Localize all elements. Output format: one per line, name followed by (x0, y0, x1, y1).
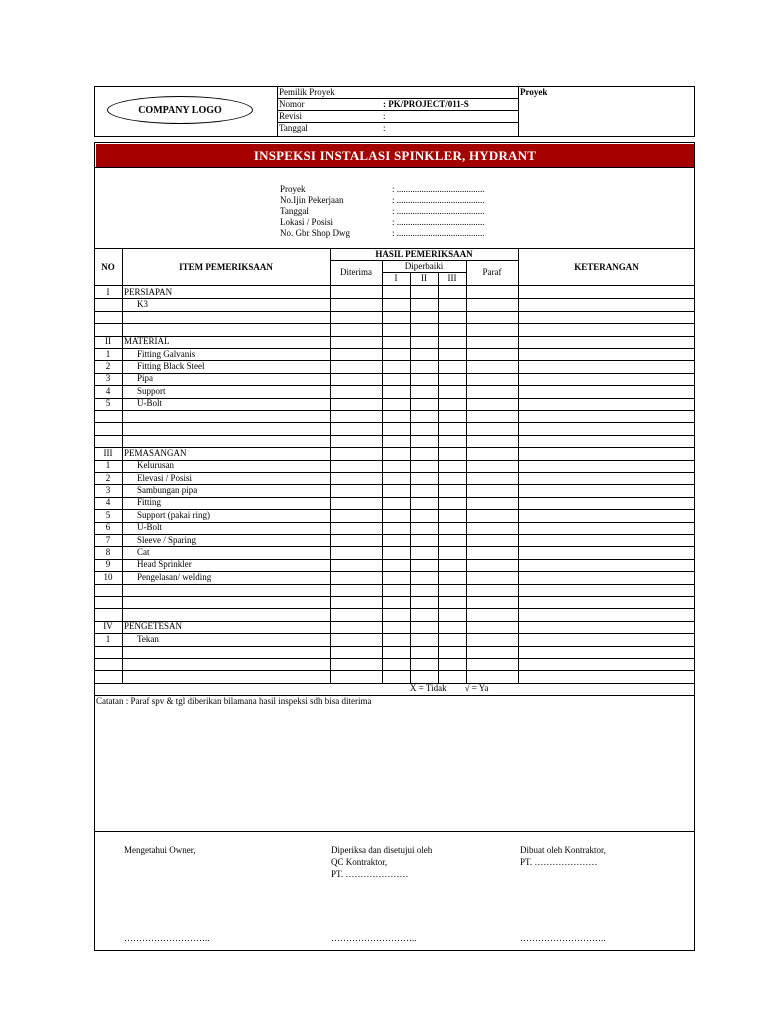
row-line (94, 596, 695, 597)
row-item: Sambungan pipa (137, 484, 198, 495)
form-title-text: INSPEKSI INSTALASI SPINKLER, HYDRANT (253, 147, 537, 163)
row-line (94, 658, 695, 659)
header-divider-left (277, 86, 278, 137)
header-project-label: Proyek (520, 87, 548, 97)
row-line (94, 336, 695, 337)
form-title (96, 144, 694, 167)
row-number: 2 (105, 472, 111, 483)
header-label-revisi: Revisi (279, 111, 303, 121)
header-value-nomor: : PK/PROJECT/011-S (383, 99, 469, 109)
info-value-gbr[interactable]: : ....................................... (392, 228, 485, 238)
column-line (330, 248, 331, 683)
info-label-lokasi: Lokasi / Posisi (280, 217, 334, 227)
info-value-tanggal[interactable]: : ....................................... (392, 206, 485, 216)
header-label-pemilik: Pemilik Proyek (279, 87, 335, 97)
section-title: MATERIAL (124, 336, 170, 347)
row-item: Tekan (137, 633, 159, 644)
row-number: 1 (105, 348, 111, 359)
column-line (410, 272, 411, 683)
legend: X = Tidak √ = Ya (410, 683, 489, 693)
info-value-lokasi[interactable]: : ....................................... (392, 217, 485, 227)
row-line (94, 460, 695, 461)
row-line (94, 683, 695, 684)
info-value-ijin[interactable]: : ....................................... (392, 195, 485, 205)
row-number: 7 (105, 534, 111, 545)
row-number: 4 (105, 385, 111, 396)
info-label-tanggal: Tanggal (280, 206, 309, 216)
header-double-line (94, 285, 695, 286)
row-number: 3 (105, 484, 111, 495)
column-line (518, 248, 519, 683)
row-number: 5 (105, 509, 111, 520)
row-line (94, 373, 695, 374)
signature-contractor-dots[interactable]: ……………………….. (520, 933, 606, 943)
column-line (438, 272, 439, 683)
row-line (94, 646, 695, 647)
info-label-ijin: No.Ijin Pekerjaan (280, 195, 344, 205)
header-label-tanggal: Tanggal (279, 123, 308, 133)
row-number: 10 (103, 571, 113, 582)
banner-bottom-line (94, 167, 695, 168)
info-value-proyek[interactable]: : ....................................... (392, 184, 485, 194)
row-item: Kelurusan (137, 460, 174, 471)
row-item: Fitting Galvanis (137, 348, 196, 359)
header-value-tanggal: : (383, 123, 386, 133)
row-item: Pipa (137, 373, 154, 384)
row-item: Elevasi / Posisi (137, 472, 193, 483)
row-line (94, 398, 695, 399)
col-header-sub-2: II (421, 273, 427, 283)
row-line (94, 584, 695, 585)
section-title: PERSIAPAN (124, 286, 173, 297)
signature-qc-line-1: Diperiksa dan disetujui oleh (331, 845, 433, 855)
row-item: Support (137, 385, 166, 396)
signature-owner-line-1: Mengetahui Owner, (124, 845, 196, 855)
row-number: IV (103, 621, 113, 632)
row-line (94, 435, 695, 436)
header-divider-right (518, 86, 519, 137)
column-line (122, 248, 123, 683)
header-label-nomor: Nomor (279, 99, 305, 109)
row-number: 6 (105, 522, 111, 533)
row-line (94, 497, 695, 498)
row-line (94, 298, 695, 299)
row-line (94, 311, 695, 312)
row-item: Fitting (137, 497, 162, 508)
signature-owner-dots[interactable]: ……………………….. (124, 933, 210, 943)
row-line (94, 385, 695, 386)
row-item: Pengelasan/ welding (137, 571, 212, 582)
info-label-gbr: No. Gbr Shop Dwg (280, 228, 351, 238)
company-logo (107, 96, 253, 124)
column-line (382, 260, 383, 683)
logo-text: COMPANY LOGO (138, 104, 222, 116)
signature-qc-line-3: PT. ………………… (331, 869, 409, 879)
row-line (94, 410, 695, 411)
row-item: Cat (137, 546, 150, 557)
row-line (94, 546, 695, 547)
row-number: 9 (105, 559, 111, 570)
col-header-item: ITEM PEMERIKSAAN (179, 262, 273, 272)
signature-contractor-line-1: Dibuat oleh Kontraktor, (520, 845, 606, 855)
header-row-line (277, 110, 518, 111)
row-item: Head Sprinkler (137, 559, 192, 570)
row-number: 4 (105, 497, 111, 508)
row-number: I (106, 286, 110, 297)
row-item: Sleeve / Sparing (137, 534, 196, 545)
header-value-revisi: : (383, 111, 386, 121)
col-header-paraf: Paraf (482, 267, 502, 277)
row-number: II (105, 336, 111, 347)
col-header-hasil: HASIL PEMERIKSAAN (375, 249, 473, 259)
section-title: PENGETESAN (124, 621, 182, 632)
row-line (94, 670, 695, 671)
row-line (94, 608, 695, 609)
notes-bottom-line (94, 831, 695, 832)
note-text: Catatan : Paraf spv & tgl diberikan bilamana hasil inspeksi sdh bisa diterima (96, 696, 372, 706)
col-header-sub-3: III (447, 273, 457, 283)
row-number: 2 (105, 360, 111, 371)
row-number: 8 (105, 546, 111, 557)
info-label-proyek: Proyek (280, 184, 306, 194)
row-item: U-Bolt (137, 398, 163, 409)
column-line (466, 260, 467, 683)
section-title: PEMASANGAN (124, 447, 187, 458)
row-item: Fitting Black Steel (137, 360, 205, 371)
col-header-diperbaiki: Diperbaiki (404, 261, 444, 271)
col-header-keterangan: KETERANGAN (574, 262, 639, 272)
row-line (94, 621, 695, 622)
signature-contractor-line-2: PT. ………………… (520, 857, 598, 867)
row-number: 1 (105, 460, 111, 471)
col-header-no: NO (101, 262, 115, 272)
signature-qc-line-2: QC Kontraktor, (331, 857, 388, 867)
row-item: Support (pakai ring) (137, 509, 210, 520)
row-line (94, 633, 695, 634)
row-number: 1 (105, 633, 111, 644)
header-row-line (277, 122, 518, 123)
row-item: K3 (137, 298, 148, 309)
row-item: U-Bolt (137, 522, 163, 533)
col-header-sub-1: I (394, 273, 398, 283)
signature-qc-dots[interactable]: ……………………….. (331, 933, 417, 943)
row-number: III (103, 447, 113, 458)
row-number: 5 (105, 398, 111, 409)
row-line (94, 323, 695, 324)
row-number: 3 (105, 373, 111, 384)
col-header-diterima: Diterima (340, 267, 372, 277)
row-line (94, 422, 695, 423)
row-line (94, 522, 695, 523)
